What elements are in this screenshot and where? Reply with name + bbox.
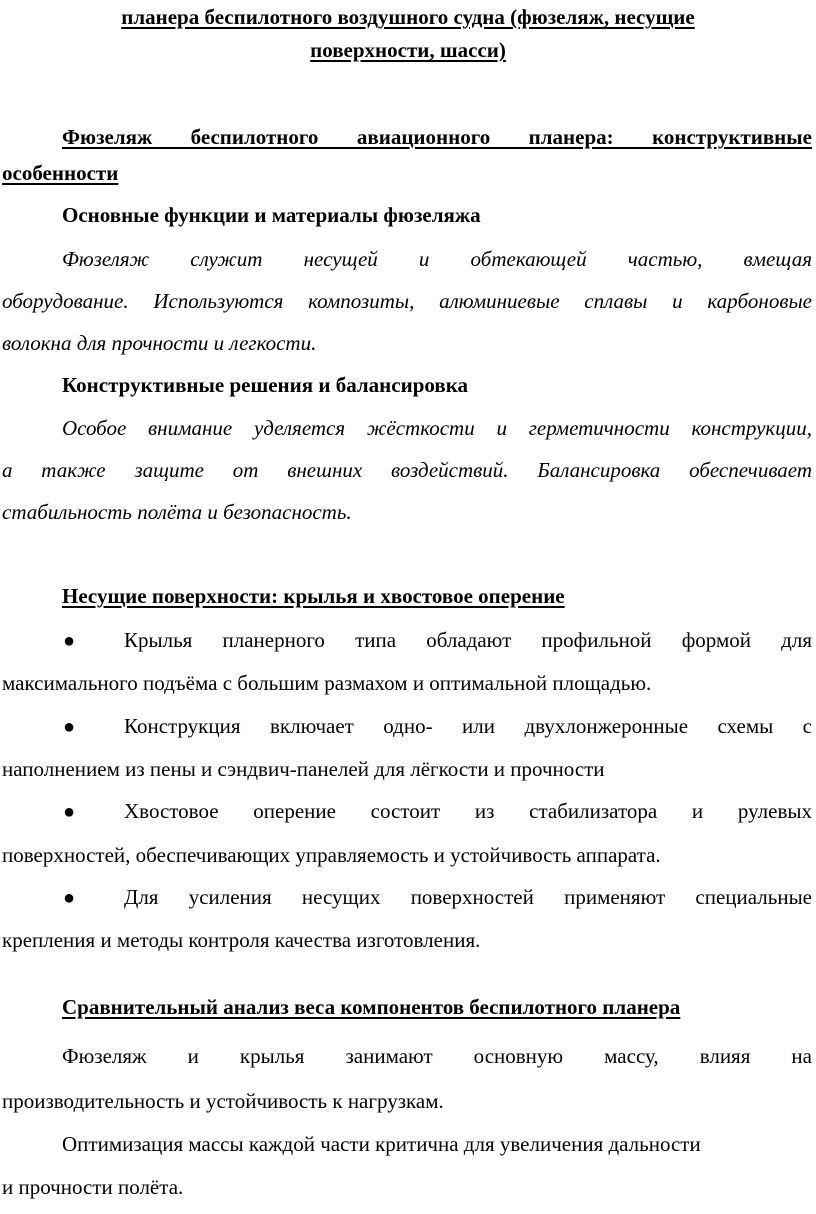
design-subheading: Конструктивные решения и балансировка [62, 373, 468, 397]
weight-para-1-line-1: Фюзеляж и крылья занимают основную массу, влияя на [62, 1044, 812, 1068]
surfaces-item-1-line-2: максимального подъёма с большим размахом и оптимальной площадью. [2, 671, 652, 695]
functions-text-line-3: волокна для прочности и легкости. [2, 331, 317, 355]
bullet-icon: ● [63, 801, 76, 823]
design-text-line-2: а также защите от внешних воздействий. Балансировка обеспечивает [2, 458, 812, 482]
weight-heading: Сравнительный анализ веса компонентов беспилотного планера [62, 995, 681, 1019]
surfaces-item-3-line-2: поверхностей, обеспечивающих управляемость и устойчивость аппарата. [2, 843, 661, 867]
doc-title-line-1: планера беспилотного воздушного судна (фюзеляж, несущие [121, 5, 695, 29]
surfaces-heading: Несущие поверхности: крылья и хвостовое оперение [62, 584, 565, 608]
design-text-line-3: стабильность полёта и безопасность. [2, 500, 352, 524]
weight-para-1-line-2: производительность и устойчивость к нагрузкам. [2, 1089, 444, 1113]
functions-text-line-2: оборудование. Используются композиты, алюминиевые сплавы и карбоновые [2, 289, 812, 313]
surfaces-item-2-line-2: наполнением из пены и сэндвич-панелей для лёгкости и прочности [2, 757, 605, 781]
bullet-icon: ● [63, 630, 76, 652]
bullet-icon: ● [63, 887, 76, 909]
weight-para-2-line-1: Оптимизация массы каждой части критична для увеличения дальности [62, 1132, 701, 1156]
weight-para-2-line-2: и прочности полёта. [2, 1175, 184, 1199]
bullet-icon: ● [63, 716, 76, 738]
surfaces-item-1-line-1: Крылья планерного типа обладают профильной формой для [124, 628, 812, 652]
fuselage-heading-line-1: Фюзеляж беспилотного авиационного планера: конструктивные [62, 125, 812, 149]
surfaces-item-2-line-1: Конструкция включает одно- или двухлонжеронные схемы с [124, 714, 812, 738]
fuselage-heading-line-2: особенности [2, 161, 119, 185]
design-text-line-1: Особое внимание уделяется жёсткости и герметичности конструкции, [62, 416, 812, 440]
surfaces-item-3-line-1: Хвостовое оперение состоит из стабилизатора и рулевых [124, 799, 812, 823]
doc-title-line-2: поверхности, шасси) [310, 38, 506, 62]
functions-subheading: Основные функции и материалы фюзеляжа [62, 203, 481, 227]
functions-text-line-1: Фюзеляж служит несущей и обтекающей частью, вмещая [62, 247, 812, 271]
surfaces-item-4-line-1: Для усиления несущих поверхностей применяют специальные [124, 885, 812, 909]
surfaces-item-4-line-2: крепления и методы контроля качества изготовления. [2, 928, 481, 952]
